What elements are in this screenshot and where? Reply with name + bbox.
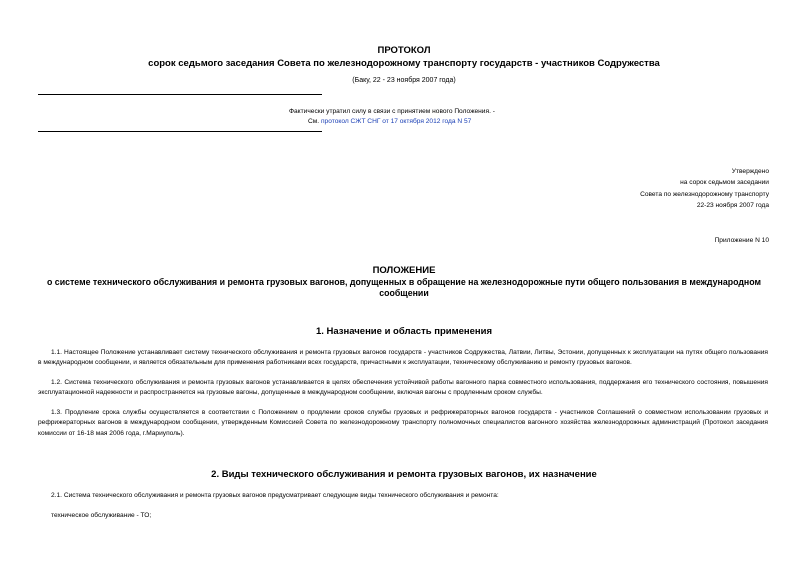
status-notice-line2 [308, 118, 471, 125]
paragraph-1-3: 1.3. Продление срока службы осуществляется в соответствии с Положением о продлении сроков службы грузовых и рефрижераторных вагонов государств - участников Соглашений о совместном использовании грузовых и рефрижераторных вагонов в международном сообщении, утвержденным Комиссией Совета по железнодорожному транспорту полномочных специалистов вагонного хозяйства железнодорожных администраций (Протокол заседания комиссии от 16-18 мая 2006 года, г.Мариуполь). [38, 409, 768, 437]
status-notice-line1: Фактически утратил силу в связи с принятием нового Положения. - [289, 108, 495, 115]
top-divider [38, 94, 322, 95]
approval-block [640, 166, 769, 211]
document-subtitle-line: о системе технического обслуживания и ремонта грузовых вагонов, допущенных в обращение на железнодорожные пути общего пользования в международном [46, 277, 762, 287]
appendix-label: Приложение N 10 [714, 237, 769, 244]
approval-line: Совета по железнодорожному транспорту [640, 190, 769, 198]
paragraph-1-1: 1.1. Настоящее Положение устанавливает систему технического обслуживания и ремонта грузовых вагонов государств - участников Содружества, Латвии, Литвы, Эстонии, допущенных к эксплуатации на путях общего пользования в международном сообщении, и является обязательным для применения работниками всех государств, причастными к эксплуатации, техническому обслуживанию и ремонту грузовых вагонов. [38, 349, 768, 367]
approval-line: 22-23 ноября 2007 года [696, 201, 769, 209]
approval-line: на сорок седьмом заседании [680, 179, 769, 187]
document-title: ПОЛОЖЕНИЕ [372, 265, 436, 276]
document-subtitle-line: сообщении [379, 288, 429, 298]
section-2-heading: 2. Виды технического обслуживания и ремонта грузовых вагонов, их назначение [211, 469, 597, 480]
see-prefix: См. [308, 118, 320, 125]
section-1-heading: 1. Назначение и область применения [315, 326, 493, 337]
paragraph-1-2: 1.2. Система технического обслуживания и ремонта грузовых вагонов устанавливается в целях обеспечения устойчивой работы вагонного парка совместного использования, поддержания его технического состояния, повышения эксплуатационной надежности и распространяется на грузовые вагоны, допущенные в международном сообщении, включая вагоны с продленным сроком службы. [38, 379, 768, 397]
approval-line: Утверждено [731, 168, 769, 175]
document-subtitle [38, 277, 770, 299]
list-item: техническое обслуживание - ТО; [51, 512, 152, 519]
place-date: (Баку, 22 - 23 ноября 2007 года) [352, 77, 456, 84]
protocol-link[interactable]: протокол СЖТ СНГ от 17 октября 2012 года N 57 [320, 118, 472, 125]
bottom-divider [38, 131, 322, 132]
protocol-subtitle: сорок седьмого заседания Совета по железнодорожному транспорту государств - участников Содружества [148, 58, 660, 69]
paragraph-2-1: 2.1. Система технического обслуживания и ремонта грузовых вагонов предусматривает следующие виды технического обслуживания и ремонта: [51, 492, 499, 499]
protocol-title: ПРОТОКОЛ [377, 45, 431, 56]
